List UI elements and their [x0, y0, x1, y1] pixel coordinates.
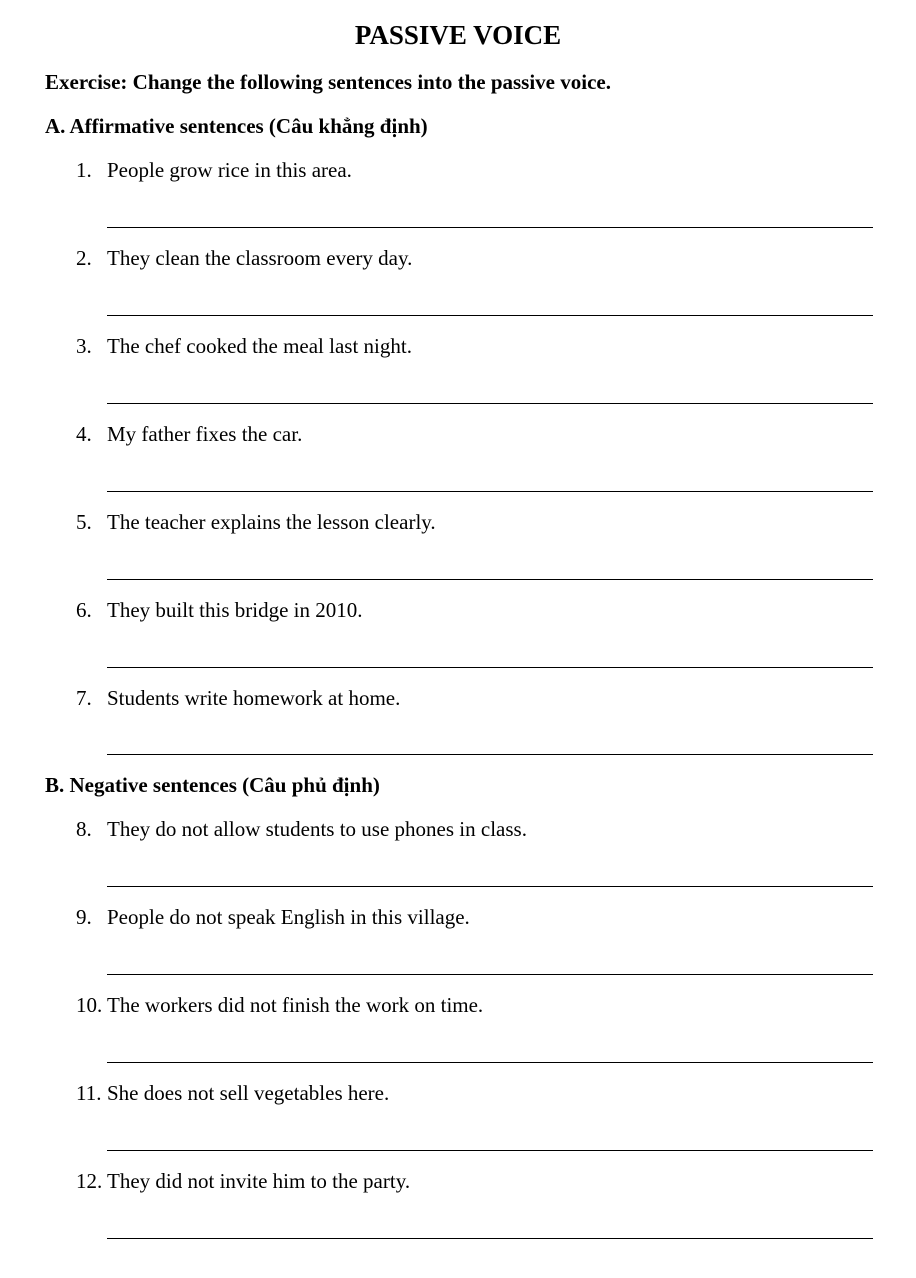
exercise-item — [76, 1169, 410, 1194]
answer-line[interactable] — [107, 1150, 873, 1151]
item-sentence: They built this bridge in 2010. — [107, 598, 363, 622]
exercise-item — [76, 158, 352, 183]
item-number: 4. — [76, 422, 92, 446]
item-sentence: The teacher explains the lesson clearly. — [107, 510, 436, 534]
item-sentence: People grow rice in this area. — [107, 158, 352, 182]
answer-line[interactable] — [107, 667, 873, 668]
item-sentence: The workers did not finish the work on time. — [107, 993, 484, 1017]
item-number: 1. — [76, 158, 92, 182]
item-sentence: They clean the classroom every day. — [107, 246, 413, 270]
answer-line[interactable] — [107, 1062, 873, 1063]
item-sentence: They do not allow students to use phones in class. — [107, 817, 527, 841]
page-title: PASSIVE VOICE — [354, 20, 562, 50]
item-sentence: My father fixes the car. — [107, 422, 303, 446]
exercise-item — [76, 334, 412, 359]
item-number: 2. — [76, 246, 92, 270]
answer-line[interactable] — [107, 974, 873, 975]
item-number: 5. — [76, 510, 92, 534]
item-number: 8. — [76, 817, 92, 841]
exercise-item — [76, 422, 302, 447]
exercise-item — [76, 993, 483, 1018]
section-heading-negative: B. Negative sentences (Câu phủ định) — [45, 773, 380, 797]
exercise-item — [76, 817, 527, 842]
item-sentence: People do not speak English in this village. — [107, 905, 470, 929]
exercise-item — [76, 905, 470, 930]
item-number: 11. — [76, 1081, 102, 1105]
exercise-item — [76, 686, 400, 711]
item-number: 12. — [76, 1169, 103, 1193]
section-heading-affirmative: A. Affirmative sentences (Câu khẳng định) — [45, 114, 428, 138]
exercise-item — [76, 510, 436, 535]
answer-line[interactable] — [107, 403, 873, 404]
item-number: 10. — [76, 993, 103, 1017]
item-sentence: They did not invite him to the party. — [107, 1169, 411, 1193]
answer-line[interactable] — [107, 227, 873, 228]
answer-line[interactable] — [107, 886, 873, 887]
item-sentence: The chef cooked the meal last night. — [107, 334, 412, 358]
exercise-instruction: Exercise: Change the following sentences into the passive voice. — [45, 70, 611, 94]
answer-line[interactable] — [107, 1238, 873, 1239]
exercise-item — [76, 1081, 389, 1106]
item-number: 9. — [76, 905, 92, 929]
exercise-item — [76, 598, 362, 623]
item-number: 3. — [76, 334, 92, 358]
answer-line[interactable] — [107, 754, 873, 755]
item-sentence: She does not sell vegetables here. — [107, 1081, 390, 1105]
exercise-item — [76, 246, 412, 271]
answer-line[interactable] — [107, 491, 873, 492]
item-number: 6. — [76, 598, 92, 622]
item-sentence: Students write homework at home. — [107, 686, 401, 710]
answer-line[interactable] — [107, 315, 873, 316]
item-number: 7. — [76, 686, 92, 710]
answer-line[interactable] — [107, 579, 873, 580]
